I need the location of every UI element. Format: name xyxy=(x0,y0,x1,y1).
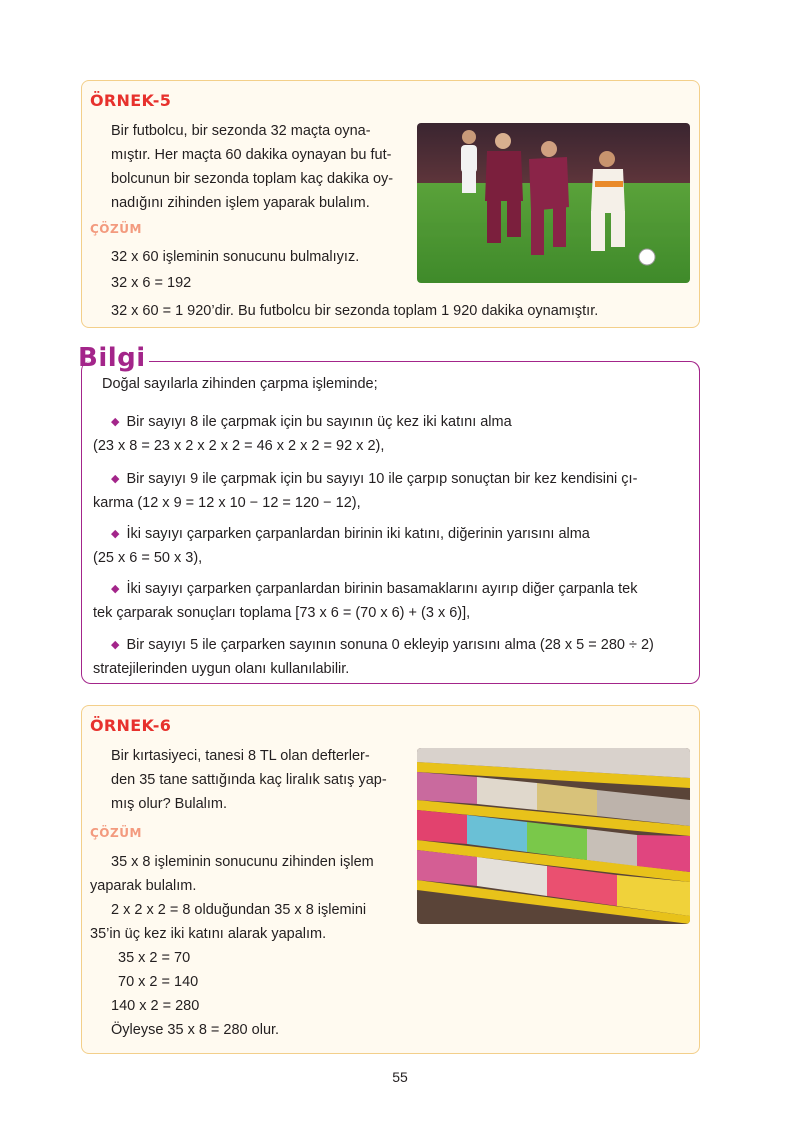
example-6-solution-line: 70 x 2 = 140 xyxy=(118,974,199,990)
bilgi-item-text: İki sayıyı çarparken çarpanlardan birinin basamaklarını ayırıp diğer çarpanla tek xyxy=(126,581,638,597)
bilgi-item-line: tek çarparak sonuçları toplama [73 x 6 = (70 x 6) + (3 x 6)], xyxy=(93,605,471,621)
example-5-heading: ÖRNEK-5 xyxy=(90,91,172,110)
bilgi-item-line: (25 x 6 = 50 x 3), xyxy=(93,550,203,566)
diamond-bullet-icon: ◆ xyxy=(111,528,120,540)
bilgi-box xyxy=(81,361,700,684)
bilgi-title: Bilgi xyxy=(78,343,146,373)
bilgi-item-line xyxy=(93,410,693,435)
example-6-heading: ÖRNEK-6 xyxy=(90,716,172,735)
example-6-solution-line: 140 x 2 = 280 xyxy=(111,998,200,1014)
example-6-problem-line: den 35 tane sattığında kaç liralık satış yap- xyxy=(111,772,387,788)
bilgi-intro: Doğal sayılarla zihinden çarpma işleminde; xyxy=(102,376,378,392)
football-players-photo xyxy=(417,123,690,283)
example-6-problem-line: mış olur? Bulalım. xyxy=(111,796,228,812)
example-5-solution-line: 32 x 60 = 1 920’dir. Bu futbolcu bir sezonda toplam 1 920 dakika oynamıştır. xyxy=(111,303,599,319)
example-5-problem-line: Bir futbolcu, bir sezonda 32 maçta oyna- xyxy=(111,123,371,139)
bilgi-item-line: (23 x 8 = 23 x 2 x 2 x 2 = 46 x 2 x 2 = 92 x 2), xyxy=(93,438,385,454)
diamond-bullet-icon: ◆ xyxy=(111,473,120,485)
diamond-bullet-icon: ◆ xyxy=(111,639,120,651)
example-6-solution-line: Öyleyse 35 x 8 = 280 olur. xyxy=(111,1022,280,1038)
bilgi-item-line xyxy=(93,577,693,602)
example-6-box xyxy=(81,705,700,1054)
page-number: 55 xyxy=(392,1069,408,1085)
bilgi-item-line: karma (12 x 9 = 12 x 10 − 12 = 120 − 12), xyxy=(93,495,361,511)
bilgi-item-text: Bir sayıyı 9 ile çarpmak için bu sayıyı 10 ile çarpıp sonuçtan bir kez kendisini çı- xyxy=(126,471,638,487)
example-6-solution-line: 35 x 8 işleminin sonucunu zihinden işlem xyxy=(111,854,374,870)
notebook-shelves-photo xyxy=(417,748,690,924)
example-5-solution-line: 32 x 60 işleminin sonucunu bulmalıyız. xyxy=(111,249,360,265)
example-5-problem-line: mıştır. Her maçta 60 dakika oynayan bu fut- xyxy=(111,147,392,163)
diamond-bullet-icon: ◆ xyxy=(111,416,120,428)
bilgi-item-text: Bir sayıyı 5 ile çarparken sayının sonuna 0 ekleyip yarısını alma (28 x 5 = 280 ÷ 2) xyxy=(126,637,654,653)
example-6-solution-line: 2 x 2 x 2 = 8 olduğundan 35 x 8 işlemini xyxy=(111,902,367,918)
example-6-solution-heading: ÇÖZÜM xyxy=(90,826,142,840)
example-6-problem-line: Bir kırtasiyeci, tanesi 8 TL olan defterler- xyxy=(111,748,370,764)
bilgi-item-line: stratejilerinden uygun olanı kullanılabilir. xyxy=(93,661,350,677)
example-5-box xyxy=(81,80,700,328)
example-5-problem-line: bolcunun bir sezonda toplam kaç dakika oy- xyxy=(111,171,394,187)
example-6-solution-line: 35 x 2 = 70 xyxy=(118,950,191,966)
bilgi-item-text: İki sayıyı çarparken çarpanlardan birinin iki katını, diğerinin yarısını alma xyxy=(126,526,590,542)
bilgi-item-line xyxy=(93,633,693,658)
example-5-solution-line: 32 x 6 = 192 xyxy=(111,275,192,291)
bilgi-item-line xyxy=(93,467,693,492)
diamond-bullet-icon: ◆ xyxy=(111,583,120,595)
example-6-solution-line: 35’in üç kez iki katını alarak yapalım. xyxy=(90,926,327,942)
example-6-solution-line: yaparak bulalım. xyxy=(90,878,197,894)
example-5-problem-line: nadığını zihinden işlem yaparak bulalım. xyxy=(111,195,370,211)
example-5-solution-heading: ÇÖZÜM xyxy=(90,222,142,236)
bilgi-item-line xyxy=(93,522,693,547)
bilgi-item-text: Bir sayıyı 8 ile çarpmak için bu sayının üç kez iki katını alma xyxy=(126,414,512,430)
